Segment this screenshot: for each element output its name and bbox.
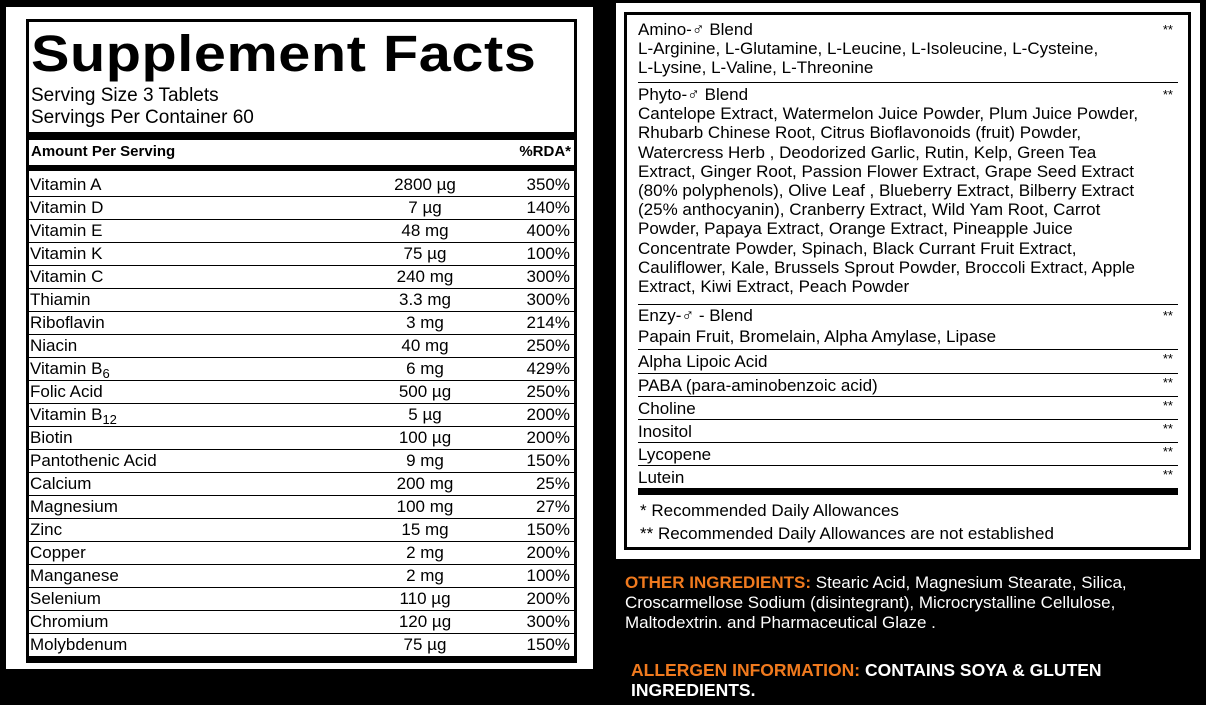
nutrient-rda: 200%: [526, 589, 570, 608]
ingredient-name: Alpha Lipoic Acid: [638, 352, 768, 371]
nutrient-subscript: 12: [102, 412, 117, 427]
ingredient-name: PABA (para-aminobenzoic acid): [638, 376, 878, 395]
allergen-label: ALLERGEN INFORMATION:: [631, 660, 861, 680]
ingredient-name: Inositol: [638, 422, 692, 441]
nutrient-amount: 48 mg: [401, 221, 449, 240]
nutrient-row: [29, 312, 574, 335]
nutrient-name-text: Calcium: [30, 474, 92, 493]
nutrient-name-text: Vitamin K: [30, 244, 103, 263]
phyto-blend-line: (25% anthocyanin), Cranberry Extract, Wild Yam Root, Carrot: [638, 200, 1101, 220]
nutrient-name-text: Magnesium: [30, 497, 118, 516]
nutrient-amount: 2 mg: [406, 543, 444, 562]
header-amount: Amount Per Serving: [31, 143, 176, 160]
nutrient-amount: 5 µg: [408, 405, 442, 424]
phyto-blend-stars: **: [1162, 87, 1173, 102]
ingredient-stars: **: [1162, 351, 1173, 366]
nutrient-name-text: Pantothenic Acid: [30, 451, 157, 470]
nutrient-row: [29, 197, 574, 220]
phyto-blend-title: Phyto-♂ Blend: [638, 85, 749, 104]
ingredient-name: Lycopene: [638, 445, 712, 464]
nutrient-name: [30, 427, 73, 448]
divider: [638, 304, 1178, 305]
nutrient-name: [30, 289, 90, 310]
nutrient-name: [30, 565, 119, 586]
nutrient-amount: 3 mg: [406, 313, 444, 332]
nutrient-row: [29, 220, 574, 243]
ingredient-item: [638, 397, 1178, 420]
amino-blend-title: Amino-♂ Blend: [638, 20, 753, 39]
nutrient-amount: 240 mg: [396, 267, 454, 286]
nutrient-name: [30, 404, 117, 425]
nutrient-rda: 27%: [535, 497, 570, 516]
nutrient-name-text: Vitamin C: [30, 267, 104, 286]
phyto-blend-line: Extract, Kiwi Extract, Peach Powder: [638, 277, 910, 297]
nutrient-name-text: Molybdenum: [30, 635, 128, 654]
nutrient-name-text: Manganese: [30, 566, 119, 585]
nutrient-name: [30, 335, 77, 356]
other-ingredients: [625, 573, 1200, 633]
nutrient-row: [29, 542, 574, 565]
enzy-blend-title: Enzy-♂ - Blend: [638, 306, 753, 325]
nutrient-rda: 250%: [526, 336, 570, 355]
nutrient-rda: 150%: [526, 635, 570, 654]
nutrient-name-text: Vitamin A: [30, 175, 102, 194]
amino-blend-stars: **: [1162, 22, 1173, 37]
nutrient-amount: 75 µg: [403, 244, 447, 263]
nutrient-rda: 150%: [526, 451, 570, 470]
nutrient-row: [29, 496, 574, 519]
nutrient-name-text: Chromium: [30, 612, 109, 631]
nutrient-name: [30, 473, 91, 494]
ingredient-name: Lutein: [638, 468, 685, 487]
nutrient-name-text: Riboflavin: [30, 313, 105, 332]
nutrient-name-text: Folic Acid: [30, 382, 103, 401]
phyto-blend-line: Concentrate Powder, Spinach, Black Currant Fruit Extract,: [638, 238, 1077, 258]
nutrient-amount: 75 µg: [403, 635, 447, 654]
nutrient-name-text: Copper: [30, 543, 86, 562]
nutrient-amount: 9 mg: [406, 451, 444, 470]
nutrient-row: [29, 335, 574, 358]
divider-thick: [29, 165, 574, 171]
nutrient-rda: 214%: [526, 313, 570, 332]
nutrient-row: [29, 243, 574, 266]
nutrient-name: [30, 312, 105, 333]
nutrient-rda: 429%: [526, 359, 570, 378]
nutrient-name-text: Selenium: [30, 589, 101, 608]
nutrient-rda: 300%: [526, 267, 570, 286]
nutrient-amount: 500 µg: [398, 382, 452, 401]
amino-blend-line: L-Lysine, L-Valine, L-Threonine: [638, 58, 874, 78]
nutrient-amount: 15 mg: [401, 520, 449, 539]
nutrient-name-text: Vitamin E: [30, 221, 103, 240]
nutrient-name-text: Thiamin: [30, 290, 91, 309]
footnote-rda: * Recommended Daily Allowances: [640, 501, 899, 520]
nutrient-row: [29, 634, 574, 657]
nutrient-row: [29, 289, 574, 312]
nutrient-row: [29, 404, 574, 427]
nutrient-row: [29, 381, 574, 404]
nutrient-rda: 250%: [526, 382, 570, 401]
nutrient-rda: 100%: [526, 566, 570, 585]
ingredient-name: Choline: [638, 399, 696, 418]
servings-per-container: Servings Per Container 60: [31, 107, 254, 128]
nutrient-name: [30, 381, 103, 402]
nutrient-name: [30, 542, 86, 563]
nutrient-rda: 150%: [526, 520, 570, 539]
nutrient-rda: 300%: [526, 612, 570, 631]
phyto-blend-line: Extract, Ginger Root, Passion Flower Extract, Grape Seed Extract: [638, 161, 1135, 181]
amino-blend: [638, 20, 1178, 78]
nutrient-name: [30, 519, 62, 540]
phyto-blend-line: Powder, Papaya Extract, Orange Extract, Pineapple Juice: [638, 219, 1073, 239]
nutrient-row: [29, 588, 574, 611]
nutrient-name: [30, 220, 102, 241]
nutrient-name-text: Vitamin D: [30, 198, 104, 217]
allergen-information: [631, 660, 1191, 700]
ingredient-stars: **: [1162, 375, 1173, 390]
other-ingredients-label: OTHER INGREDIENTS:: [625, 573, 812, 592]
ingredient-item: [638, 443, 1178, 466]
nutrient-row: [29, 450, 574, 473]
nutrient-rda: 200%: [526, 543, 570, 562]
nutrient-row: [29, 427, 574, 450]
nutrient-name: [30, 450, 157, 471]
nutrient-name: [30, 197, 103, 218]
nutrient-name: [30, 243, 102, 264]
nutrient-name: [30, 496, 118, 517]
nutrient-name-text: Vitamin B: [30, 405, 103, 424]
nutrient-name-text: Vitamin B: [30, 359, 103, 378]
enzy-blend: [638, 306, 1178, 346]
nutrient-rda: 200%: [526, 405, 570, 424]
phyto-blend: [638, 85, 1178, 296]
nutrient-name: [30, 634, 127, 655]
footnote-not-established: ** Recommended Daily Allowances are not established: [640, 524, 1054, 543]
ingredient-item: [638, 466, 1178, 489]
blend-box: [624, 12, 1191, 550]
nutrient-amount: 100 µg: [398, 428, 452, 447]
nutrient-row: [29, 611, 574, 634]
nutrient-name-text: Niacin: [30, 336, 78, 355]
nutrient-name-text: Biotin: [30, 428, 73, 447]
phyto-blend-line: Watercress Herb , Deodorized Garlic, Rutin, Kelp, Green Tea: [638, 142, 1097, 162]
allergen-text: CONTAINS SOYA & GLUTEN INGREDIENTS.: [631, 660, 1102, 700]
ingredient-stars: **: [1162, 421, 1173, 436]
nutrient-row: [29, 358, 574, 381]
nutrient-row: [29, 174, 574, 197]
nutrient-row: [29, 266, 574, 289]
nutrient-amount: 100 mg: [396, 497, 454, 516]
ingredient-stars: **: [1162, 398, 1173, 413]
header-rda: %RDA*: [519, 143, 571, 160]
nutrient-rda: 350%: [526, 175, 570, 194]
nutrient-amount: 7 µg: [408, 198, 442, 217]
nutrient-amount: 3.3 mg: [399, 290, 451, 309]
blend-panel: [616, 3, 1200, 559]
nutrient-amount: 2 mg: [406, 566, 444, 585]
supplement-facts-box: [26, 19, 577, 663]
divider-thick: [29, 132, 574, 140]
divider: [638, 82, 1178, 83]
nutrient-subscript: 6: [102, 366, 110, 381]
enzy-blend-stars: **: [1162, 308, 1173, 323]
nutrient-rda: 140%: [526, 198, 570, 217]
panel-title: Supplement Facts: [31, 25, 537, 82]
nutrient-amount: 110 µg: [399, 589, 451, 608]
phyto-blend-line: Rhubarb Chinese Root, Citrus Bioflavonoids (fruit) Powder,: [638, 123, 1082, 143]
nutrient-rda: 400%: [526, 221, 570, 240]
serving-size: Serving Size 3 Tablets: [31, 85, 219, 106]
phyto-blend-line: Cauliflower, Kale, Brussels Sprout Powder, Broccoli Extract, Apple: [638, 257, 1136, 277]
supplement-facts-panel: [6, 7, 593, 669]
ingredient-item: [638, 374, 1178, 397]
nutrient-amount: 2800 µg: [394, 175, 456, 194]
nutrient-row: [29, 565, 574, 588]
nutrient-table: [29, 174, 574, 657]
nutrient-amount: 6 mg: [406, 359, 444, 378]
divider-thick: [638, 488, 1178, 495]
nutrient-amount: 40 mg: [401, 336, 449, 355]
phyto-blend-line: (80% polyphenols), Olive Leaf , Blueberry Extract, Bilberry Extract: [638, 181, 1135, 201]
nutrient-rda: 100%: [526, 244, 570, 263]
other-ingredients-text: Stearic Acid, Magnesium Stearate, Silica, Croscarmellose Sodium (disintegrant), Microcrystalline Cellulose, Maltodextrin. and Pharmaceutical Glaze .: [625, 573, 1127, 632]
ingredient-stars: **: [1162, 467, 1173, 482]
nutrient-name: [30, 174, 102, 195]
nutrient-name: [30, 611, 108, 632]
nutrient-rda: 200%: [526, 428, 570, 447]
nutrient-rda: 25%: [535, 474, 570, 493]
phyto-blend-line: Cantelope Extract, Watermelon Juice Powder, Plum Juice Powder,: [638, 104, 1139, 124]
nutrient-rda: 300%: [526, 290, 570, 309]
enzy-blend-line: Papain Fruit, Bromelain, Alpha Amylase, Lipase: [638, 327, 997, 347]
nutrient-amount: 120 µg: [398, 612, 452, 631]
nutrient-name: [30, 588, 101, 609]
ingredient-stars: **: [1162, 444, 1173, 459]
nutrient-row: [29, 473, 574, 496]
divider-thick: [29, 656, 574, 663]
nutrient-name: [30, 358, 110, 379]
nutrient-name: [30, 266, 103, 287]
nutrient-amount: 200 mg: [396, 474, 454, 493]
ingredient-item: [638, 350, 1178, 373]
nutrient-row: [29, 519, 574, 542]
amino-blend-line: L-Arginine, L-Glutamine, L-Leucine, L-Isoleucine, L-Cysteine,: [638, 39, 1099, 59]
ingredient-item: [638, 420, 1178, 443]
nutrient-name-text: Zinc: [30, 520, 63, 539]
